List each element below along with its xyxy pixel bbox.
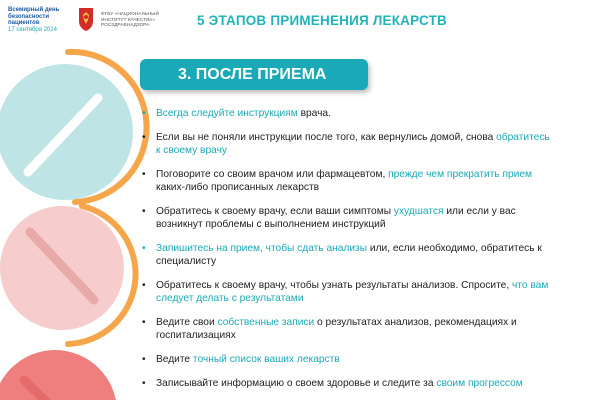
section-title: 3. ПОСЛЕ ПРИЕМА (140, 59, 368, 90)
bullet-icon: • (142, 243, 146, 254)
item-text: или если у вас (443, 206, 516, 217)
highlighted-text: ухудшатся (393, 206, 444, 217)
highlighted-text: собственные записи (217, 317, 315, 328)
bullet-icon: • (142, 317, 146, 328)
item-line (156, 242, 600, 255)
highlighted-text: что вам (512, 280, 549, 291)
logo-line: ИНСТИТУТ КАЧЕСТВА» (101, 17, 155, 23)
list-item (140, 168, 600, 194)
bullet-icon: • (142, 206, 146, 217)
bullet-icon: • (142, 132, 146, 143)
item-text: о результатах анализов, рекомендациях и (314, 317, 517, 328)
item-line (156, 131, 600, 144)
logo-line: Всемирный день (8, 7, 60, 13)
item-line (156, 205, 600, 218)
item-text: Ведите свои (156, 317, 218, 328)
list-item (140, 279, 600, 305)
item-line (156, 168, 600, 181)
item-line (156, 316, 600, 329)
pill-red-icon (0, 350, 117, 400)
item-text: Обратитесь к своему врачу, чтобы узнать результаты анализов. Спросите, (156, 280, 512, 291)
list-item (140, 377, 600, 390)
item-line (156, 279, 600, 292)
bullet-icon: • (142, 280, 146, 291)
list-item (140, 242, 600, 268)
item-text: Обратитесь к своему врачу, если ваши симптомы (156, 206, 394, 217)
highlighted-text: следует делать с результатами (156, 293, 304, 304)
logo-line: ФГБУ «НАЦИОНАЛЬНЫЙ (101, 12, 159, 17)
item-line (156, 181, 600, 194)
list-item (140, 316, 600, 342)
page-title: 5 ЭТАПОВ ПРИМЕНЕНИЯ ЛЕКАРСТВ (197, 13, 447, 28)
item-text: Ведите (156, 354, 193, 365)
bullet-icon: • (142, 354, 146, 365)
bullet-icon: • (142, 378, 146, 389)
highlighted-text: точный список ваших лекарств (192, 354, 340, 365)
list-item (140, 107, 600, 120)
logo-date: 17 сентября 2024 (8, 26, 57, 33)
item-text: госпитализациях (156, 330, 236, 341)
item-text: каких-либо прописанных лекарств (156, 182, 320, 193)
item-line (156, 218, 600, 231)
list-item (140, 131, 600, 157)
item-text: возникнут проблемы с выполнением инструкций (156, 219, 386, 230)
item-line (156, 144, 600, 157)
logo-line: РОСЗДРАВНАДЗОРА (101, 23, 150, 29)
list-item (140, 205, 600, 231)
item-text: или, если необходимо, обратитесь к (367, 243, 542, 254)
logo-line: пациентов (8, 20, 40, 27)
item-line (156, 292, 600, 305)
highlighted-text: обратитесь (496, 132, 550, 143)
item-text: Поговорите со своим врачом или фармацевтом, (156, 169, 389, 180)
highlighted-text: прежде чем прекратить прием (388, 169, 533, 180)
item-text: Записывайте информацию о своем здоровье и следите за (156, 378, 437, 389)
highlighted-text: Всегда следуйте инструкциям (156, 108, 298, 119)
instructions-list (140, 107, 600, 401)
bullet-icon: • (142, 169, 146, 180)
item-line (156, 255, 600, 268)
highlighted-text: Запишитесь на прием, чтобы сдать анализы (156, 243, 368, 254)
bullet-icon: • (142, 108, 146, 119)
highlighted-text: своим прогрессом (436, 378, 523, 389)
logo-line: безопасности (8, 13, 50, 20)
item-text: специалисту (156, 256, 217, 267)
highlighted-text: к своему врачу (156, 145, 227, 156)
list-item (140, 353, 600, 366)
item-line (156, 329, 600, 342)
item-text: Если вы не поняли инструкции после того, как вернулись домой, снова (156, 132, 497, 143)
item-text: врача. (297, 108, 331, 119)
